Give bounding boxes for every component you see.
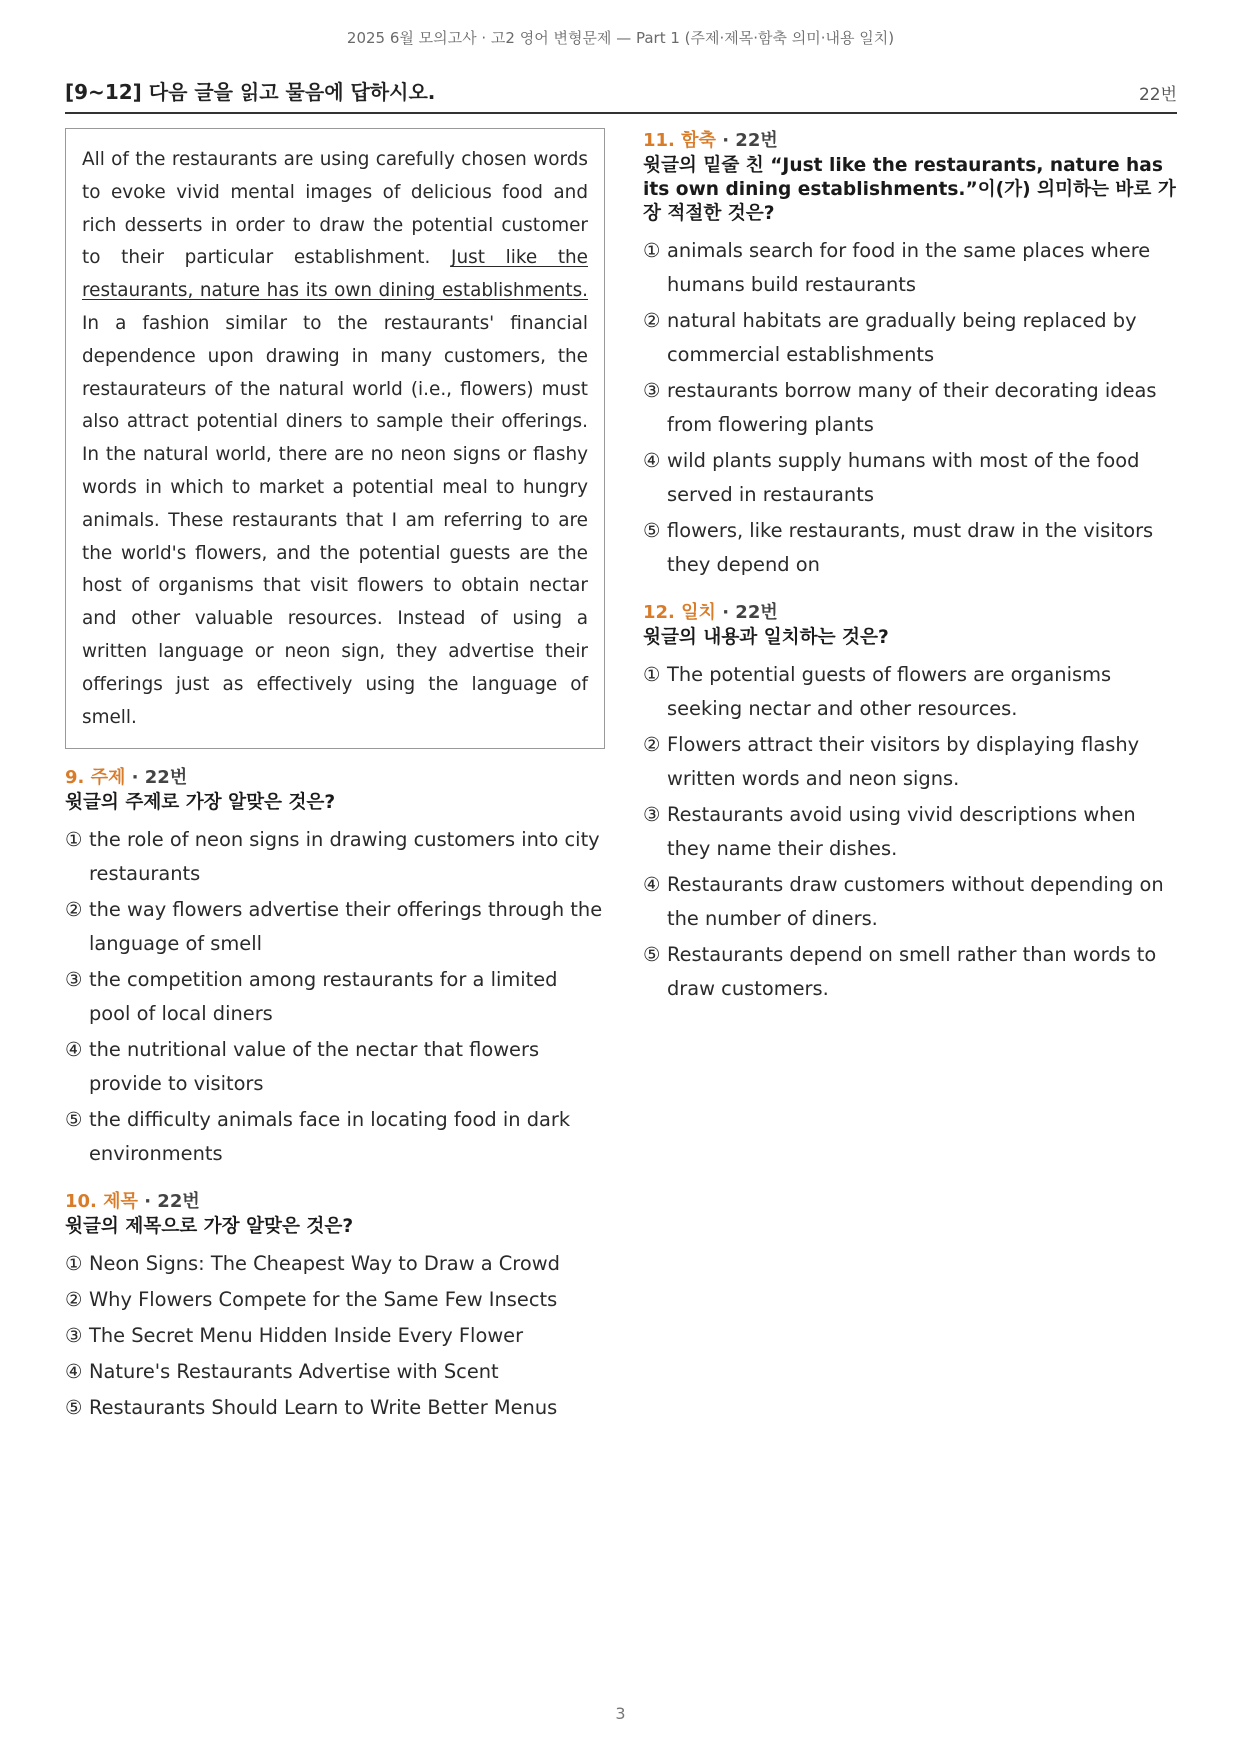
option-text: natural habitats are gradually being replaced by commercial establishments: [667, 309, 1137, 366]
option-marker: ②: [65, 898, 83, 922]
answer-option[interactable]: [65, 963, 605, 1031]
question-header: [643, 600, 1177, 626]
answer-option[interactable]: [65, 1391, 605, 1425]
option-marker: ④: [643, 449, 661, 472]
option-marker: ⑤: [65, 1108, 83, 1132]
question-9: [65, 765, 605, 1171]
option-text: Why Flowers Compete for the Same Few Insects: [89, 1288, 558, 1312]
question-type: 11. 함축: [643, 130, 716, 151]
answer-option[interactable]: [65, 1355, 605, 1389]
answer-option[interactable]: [643, 514, 1177, 582]
option-marker: ③: [643, 803, 661, 826]
option-text: Neon Signs: The Cheapest Way to Draw a Crowd: [89, 1252, 560, 1276]
option-text: the competition among restaurants for a limited pool of local diners: [89, 968, 558, 1026]
option-text: animals search for food in the same places where humans build restaurants: [667, 239, 1151, 296]
answer-option[interactable]: [643, 938, 1177, 1006]
option-marker: ⑤: [643, 943, 661, 966]
page-number: 3: [615, 1704, 626, 1723]
section-number: 22번: [1138, 85, 1177, 105]
question-prompt: 윗글의 주제로 가장 알맞은 것은?: [65, 792, 336, 814]
answer-option[interactable]: [643, 868, 1177, 936]
option-marker: ③: [643, 379, 661, 402]
passage-text-before: All of the restaurants are using carefully chosen words to evoke vivid mental images of delicious food and rich desserts in order to draw the potential customer to their particular establishment.: [82, 149, 588, 269]
option-text: Restaurants Should Learn to Write Better Menus: [89, 1396, 558, 1420]
answer-option[interactable]: [65, 823, 605, 891]
option-text: Restaurants depend on smell rather than words to draw customers.: [667, 943, 1157, 1000]
option-text: The potential guests of flowers are organisms seeking nectar and other resources.: [667, 663, 1112, 720]
option-text: the way flowers advertise their offerings through the language of smell: [89, 898, 603, 956]
option-text: Nature's Restaurants Advertise with Scent: [89, 1360, 499, 1384]
option-marker: ③: [65, 968, 83, 992]
answer-option[interactable]: [65, 1103, 605, 1171]
option-text: The Secret Menu Hidden Inside Every Flower: [89, 1324, 524, 1348]
answer-option[interactable]: [643, 374, 1177, 442]
answer-option[interactable]: [65, 1283, 605, 1317]
question-12: [643, 600, 1177, 1006]
option-text: the nutritional value of the nectar that flowers provide to visitors: [89, 1038, 540, 1096]
option-marker: ①: [643, 239, 661, 262]
question-11: [643, 128, 1177, 582]
passage-underlined-sentence: Just like the restaurants, nature has its own dining establishments.: [82, 247, 588, 302]
question-ref: · 22번: [137, 1191, 200, 1213]
section-title: [9~12] 다음 글을 읽고 물음에 답하시오.: [65, 80, 436, 104]
answer-option[interactable]: [65, 893, 605, 961]
question-type: 10. 제목: [65, 1191, 138, 1213]
question-ref: · 22번: [125, 767, 188, 789]
option-marker: ①: [643, 663, 661, 686]
section-bar: [65, 76, 1177, 114]
question-prompt: 윗글의 내용과 일치하는 것은?: [643, 627, 889, 648]
option-marker: ②: [643, 733, 661, 756]
answer-option[interactable]: [643, 728, 1177, 796]
option-marker: ④: [643, 873, 661, 896]
question-prompt: 윗글의 제목으로 가장 알맞은 것은?: [65, 1216, 354, 1238]
option-marker: ⑤: [65, 1396, 83, 1420]
passage-box: [65, 128, 605, 749]
right-column: [643, 128, 1177, 1008]
question-prompt: 윗글의 밑줄 친 “Just like the restaurants, nature has its own dining establishments.”이(가) 의미하는 바로 가장 적절한 것은?: [643, 155, 1176, 224]
question-ref: · 22번: [715, 130, 778, 151]
option-text: flowers, like restaurants, must draw in the visitors they depend on: [667, 519, 1154, 576]
option-text: Restaurants avoid using vivid descriptions when they name their dishes.: [667, 803, 1136, 860]
option-text: the role of neon signs in drawing customers into city restaurants: [89, 828, 600, 886]
passage-text-after: In a fashion similar to the restaurants' financial dependence upon drawing in many customers, the restaurateurs of the natural world (i.e., flowers) must also attract potential diners to sample their offerings. In the natural world, there are no neon signs or flashy words in which to market a potential meal to hungry animals. These restaurants that I am referring to are the world's flowers, and the potential guests are the host of organisms that visit flowers to obtain nectar and other valuable resources. Instead of using a written language or neon sign, they advertise their offerings just as effectively using the language of smell.: [82, 312, 588, 728]
option-marker: ①: [65, 828, 83, 852]
answer-option[interactable]: [643, 304, 1177, 372]
left-column: [65, 128, 605, 1427]
option-marker: ②: [65, 1288, 83, 1312]
option-text: restaurants borrow many of their decorating ideas from flowering plants: [667, 379, 1157, 436]
option-marker: ⑤: [643, 519, 661, 542]
option-marker: ③: [65, 1324, 83, 1348]
answer-option[interactable]: [65, 1247, 605, 1281]
option-text: Flowers attract their visitors by displaying flashy written words and neon signs.: [667, 733, 1140, 790]
question-10: [65, 1189, 605, 1425]
answer-option[interactable]: [643, 798, 1177, 866]
option-marker: ①: [65, 1252, 83, 1276]
option-marker: ②: [643, 309, 661, 332]
answer-option[interactable]: [65, 1319, 605, 1353]
option-text: Restaurants draw customers without depending on the number of diners.: [667, 873, 1164, 930]
question-ref: · 22번: [715, 602, 778, 623]
option-text: the difficulty animals face in locating food in dark environments: [89, 1108, 571, 1166]
question-header: [643, 128, 1177, 154]
answer-option[interactable]: [643, 234, 1177, 302]
answer-option[interactable]: [643, 658, 1177, 726]
question-header: [65, 765, 605, 791]
question-header: [65, 1189, 605, 1215]
option-marker: ④: [65, 1038, 83, 1062]
question-type: 12. 일치: [643, 602, 716, 623]
answer-option[interactable]: [65, 1033, 605, 1101]
option-marker: ④: [65, 1360, 83, 1384]
answer-option[interactable]: [643, 444, 1177, 512]
question-type: 9. 주제: [65, 767, 126, 789]
running-header: 2025 6월 모의고사 · 고2 영어 변형문제 — Part 1 (주제·제목·함축 의미·내용 일치): [346, 29, 895, 47]
option-text: wild plants supply humans with most of the food served in restaurants: [667, 449, 1140, 506]
